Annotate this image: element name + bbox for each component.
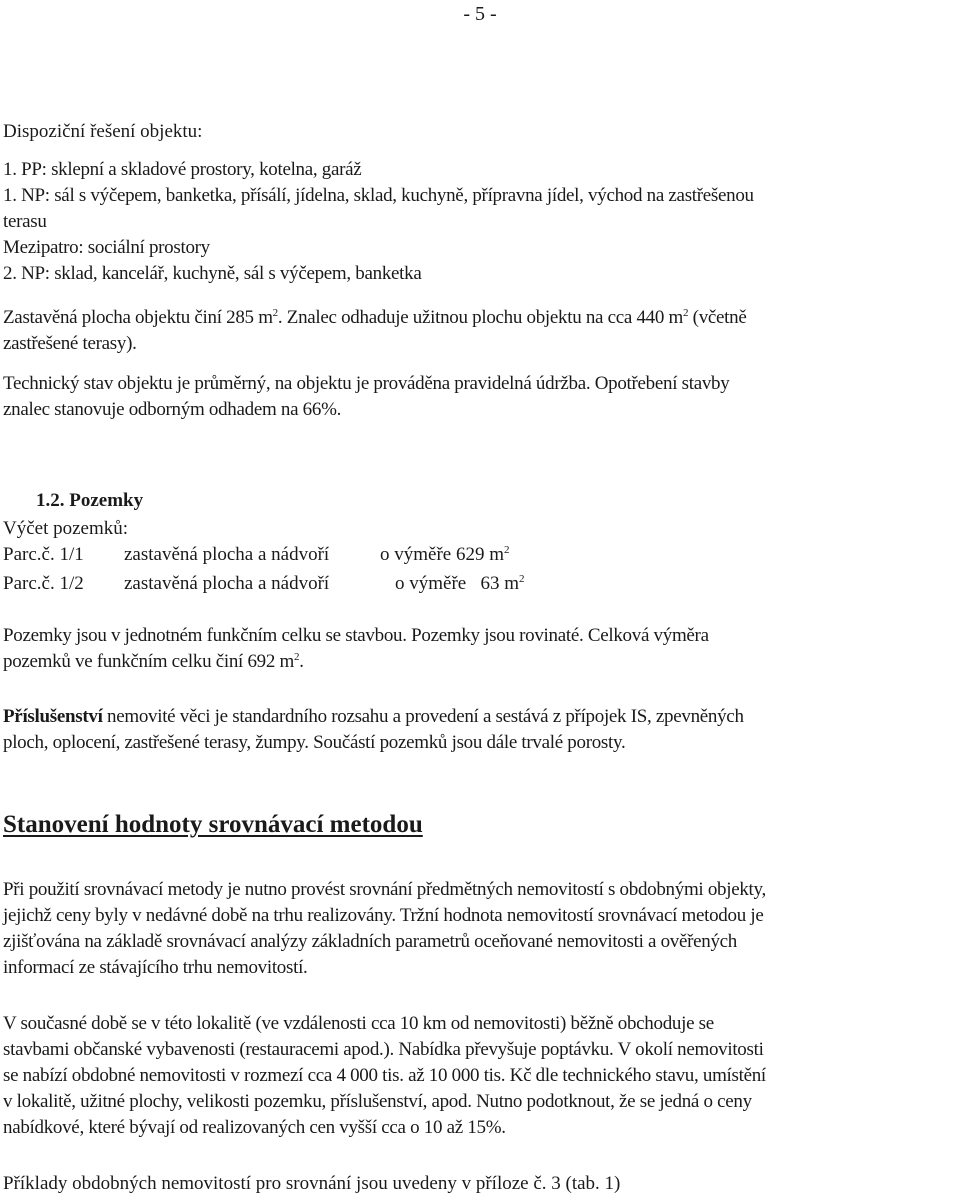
area-text-3: (včetně [688,307,747,328]
area-line-2: zastřešené terasy). [3,333,137,354]
floor-item: Mezipatro: sociální prostory [3,237,210,258]
accessories-line-2: ploch, oplocení, zastřešené terasy, žumpy. Součástí pozemků jsou dále trvalé porosty. [3,732,626,753]
land-summary-line-2 [3,649,958,675]
comparison-paragraph-2 [3,1011,958,1141]
accessories-bold-term: Příslušenství [3,706,103,727]
land-summary-paragraph [3,623,958,675]
parcel-area-sup: 2 [504,544,510,556]
area-unit-sup-2: 2 [683,307,689,319]
paragraph-line: se nabízí obdobné nemovitosti v rozmezí cca 4 000 tis. až 10 000 tis. Kč dle technického stavu, umístění [3,1065,766,1086]
comparison-paragraph-3: Příklady obdobných nemovitostí pro srovnání jsou uvedeny v příloze č. 3 (tab. 1) [3,1173,621,1194]
parcel-desc: zastavěná plocha a nádvoří [124,573,330,594]
accessories-paragraph [3,704,958,756]
accessories-line-1 [3,704,958,730]
paragraph-line: v lokalitě, užitné plochy, velikosti pozemku, příslušenství, apod. Nutno podotknout, že se jedná o ceny [3,1091,752,1112]
parcel-id: Parc.č. 1/1 [3,544,84,565]
comparison-paragraph-1 [3,877,958,981]
floor-item: terasu [3,211,47,232]
parcel-desc: zastavěná plocha a nádvoří [124,544,330,565]
paragraph-line: jejichž ceny byly v nedávné době na trhu realizovány. Tržní hodnota nemovitostí srovnávací metodou je [3,905,764,926]
parcel-area [395,571,525,597]
paragraph-line: V současné době se v této lokalitě (ve vzdálenosti cca 10 km od nemovitosti) běžně obchoduje se [3,1013,714,1034]
parcel-area [380,542,510,568]
condition-line-1: Technický stav objektu je průměrný, na objektu je prováděna pravidelná údržba. Opotřebení stavby [3,373,730,394]
floor-item: 1. PP: sklepní a skladové prostory, kotelna, garáž [3,159,362,180]
land-list-title: Výčet pozemků: [3,518,129,539]
parcel-area-text: o výměře 63 m [395,573,520,594]
floors-list [3,157,958,287]
land-summary-line-1: Pozemky jsou v jednotném funkčním celku se stavbou. Pozemky jsou rovinaté. Celková výměra [3,625,709,646]
condition-line-2: znalec stanovuje odborným odhadem na 66%. [3,399,342,420]
paragraph-line: informací ze stávajícího trhu nemovitostí. [3,957,308,978]
parcel-area-sup: 2 [519,573,525,585]
land-summary-sup: 2 [294,651,300,663]
land-summary-end: . [299,651,304,672]
condition-paragraph [3,371,958,423]
area-unit-sup-1: 2 [272,307,278,319]
area-text-1: Zastavěná plocha objektu činí 285 m [3,307,273,328]
area-text-2: . Znalec odhaduje užitnou plochu objektu na cca 440 m [277,307,684,328]
parcel-id: Parc.č. 1/2 [3,573,84,594]
paragraph-line: stavbami občanské vybavenosti (restauracemi apod.). Nabídka převyšuje poptávku. V okolí nemovitosti [3,1039,764,1060]
paragraph-line: zjišťována na základě srovnávací analýzy základních parametrů oceňované nemovitosti a ověřených [3,931,738,952]
land-summary-text: pozemků ve funkčním celku činí 692 m [3,651,295,672]
area-paragraph [3,305,958,357]
paragraph-line: nabídkové, které bývají od realizovaných cen vyšší cca o 10 až 15%. [3,1117,506,1138]
comparison-section-heading: Stanovení hodnoty srovnávací metodou [3,811,423,838]
floor-item: 1. NP: sál s výčepem, banketka, přísálí, jídelna, sklad, kuchyně, přípravna jídel, východ na zastřešenou [3,185,754,206]
paragraph-line: Při použití srovnávací metody je nutno provést srovnání předmětných nemovitostí s obdobnými objekty, [3,879,766,900]
area-line-1 [3,305,958,331]
parcel-area-text: o výměře 629 m [380,544,505,565]
land-section-heading: 1.2. Pozemky [36,490,144,511]
floor-item: 2. NP: sklad, kancelář, kuchyně, sál s výčepem, banketka [3,263,422,284]
layout-title: Dispoziční řešení objektu: [3,121,203,142]
page-number: - 5 - [463,3,497,25]
accessories-text: nemovité věci je standardního rozsahu a provedení a sestává z přípojek IS, zpevněných [102,706,744,727]
